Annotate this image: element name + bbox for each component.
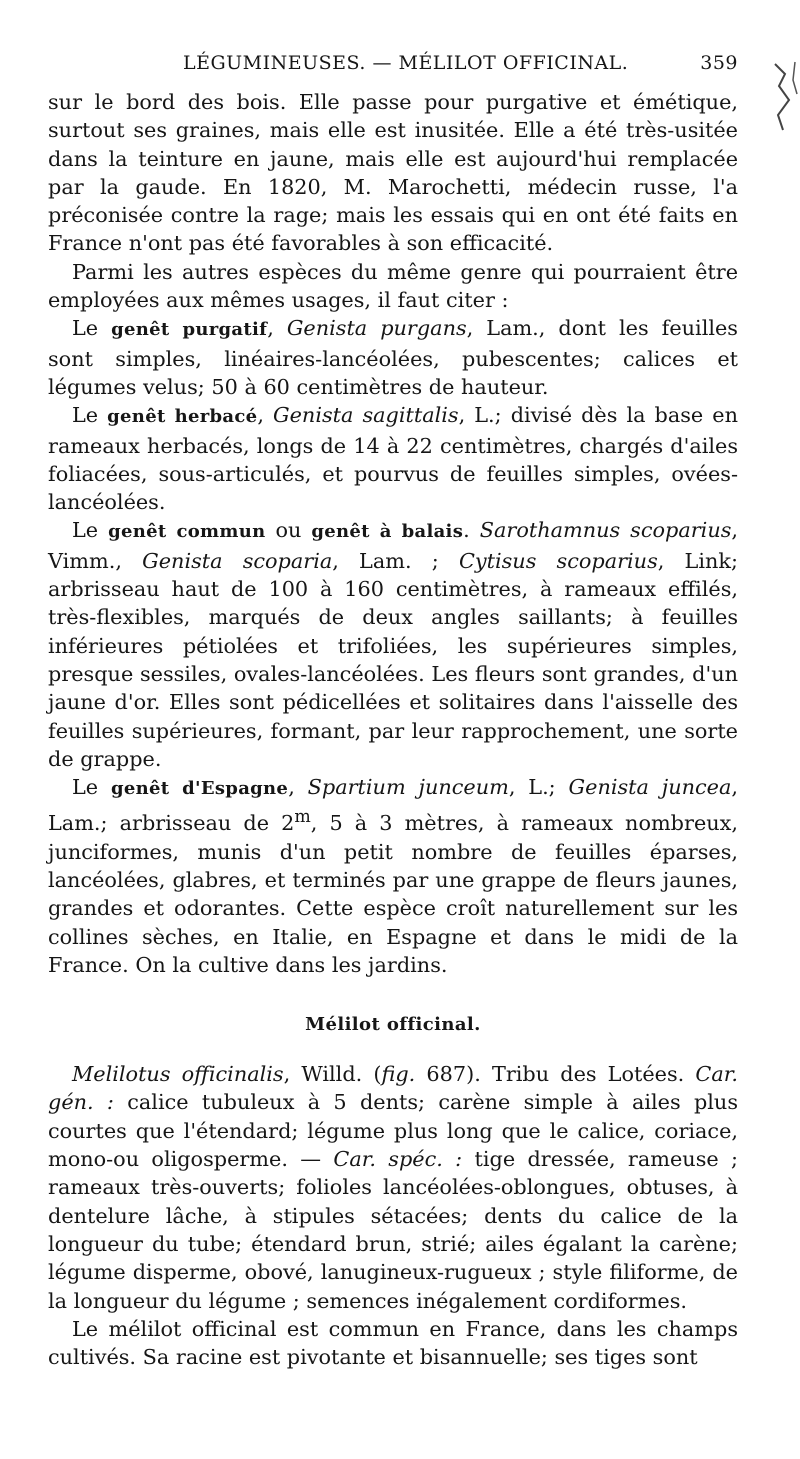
text: , Willd. ( [283, 1062, 382, 1087]
body-text [48, 88, 738, 1371]
text: , [257, 403, 274, 428]
common-name: genêt commun [108, 521, 266, 543]
unit-superscript: m [294, 807, 311, 828]
running-title: LÉGUMINEUSES. — MÉLILOT OFFICINAL. [183, 52, 629, 74]
label-car-gen: Car. gén. : [48, 1062, 738, 1115]
paragraph-1: sur le bord des bois. Elle passe pour purgative et émétique, surtout ses graines, mais elle est inusitée. Elle a été très-usitée dans la teinture en jaune, mais elle est aujourd'hui remplacée par la gaude. En 1820, M. Marochetti, médecin russe, l'a préconisée contre la rage; mais les essais qui en ont été faits en France n'ont pas été favorables à son efficacité. [48, 90, 738, 256]
paragraph-genet-espagne [48, 773, 738, 979]
figure-ref: fig. [381, 1062, 416, 1087]
text: 687). Tribu des Lotées. [415, 1062, 696, 1087]
text: Le [72, 518, 109, 543]
text: tige dressée, rameuse ; rameaux très-ouverts; folioles lancéolées-oblongues, obtuses, à dentelure lâche, à stipules sétacées; dents du calice de la longueur du tube; étendard brun, strié; ailes égalant la carène; légume disperme, obové, lanugineux-rugueux ; style filiforme, de la longueur du légume ; semences inégalement cordiformes. [48, 1147, 739, 1313]
latin-name: Genista sagittalis [273, 403, 459, 428]
text: , [267, 316, 287, 341]
latin-name: Cytisus scoparius [458, 548, 658, 573]
latin-name: Genista purgans [286, 316, 467, 341]
latin-name: Genista scoparia [142, 548, 333, 573]
text: Le [72, 775, 111, 800]
running-head [48, 52, 738, 82]
common-name: genêt purgatif [111, 319, 268, 341]
page-number: 359 [700, 52, 738, 74]
latin-name: Spartium junceum [307, 775, 509, 800]
text: . [463, 518, 480, 543]
label-car-spec: Car. spéc. : [333, 1147, 463, 1172]
text: , Lam., dont les feuilles sont simples, linéaires-lancéolées, pubescentes; calices et légumes velus; 50 à 60 centimètres de hauteur. [48, 316, 738, 399]
paragraph-genet-herbace [48, 401, 738, 516]
paragraph-melilot-description [48, 1060, 738, 1315]
paragraph-2: Parmi les autres espèces du même genre qui pourraient être employées aux mêmes usages, il faut citer : [48, 259, 738, 313]
text: , L.; divisé dès la base en rameaux herbacés, longs de 14 à 22 centimètres, chargés d'ailes foliacées, sous-articulés, et pourvus de feuilles simples, ovées-lancéolées. [48, 403, 738, 515]
section-heading: Mélilot officinal. [305, 1014, 481, 1036]
page-edge-mark [745, 60, 800, 150]
text: calice tubuleux à 5 dents; carène simple à ailes plus courtes que l'étendard; légume plus long que le calice, coriace, mono-ou oligosperme. — [48, 1090, 738, 1172]
text: , Link; arbrisseau haut de 100 à 160 centimètres, à rameaux effilés, très-flexibles, marqués de deux angles saillants; à feuilles inférieures pétiolées et trifoliées, les supérieures simples, presque sessiles, ovales-lancéolées. Les fleurs sont grandes, d'un jaune d'or. Elles sont pédicellées et solitaires dans l'aisselle des feuilles supérieures, formant, par leur rapprochement, une sorte de grappe. [48, 548, 738, 771]
paragraph-melilot-habitat: Le mélilot officinal est commun en France, dans les champs cultivés. Sa racine est pivotante et bisannuelle; ses tiges sont [48, 1316, 738, 1370]
text: , 5 à 3 mètres, à rameaux nombreux, junciformes, munis d'un petit nombre de feuilles éparses, lancéolées, glabres, et terminés par une grappe de fleurs jaunes, grandes et odorantes. Cette espèce croît naturellement sur les collines sèches, en Italie, en Espagne et dans le midi de la France. On la cultive dans les jardins. [48, 811, 738, 977]
text: Le [72, 403, 108, 428]
paragraph-genet-commun [48, 516, 738, 773]
latin-name: Genista juncea [568, 775, 732, 800]
text: , [288, 775, 308, 800]
text: ou [265, 518, 312, 543]
latin-name: Sarothamnus scoparius [479, 518, 732, 543]
text: , L.; [508, 775, 569, 800]
common-name: genêt à balais [311, 521, 464, 543]
latin-name: Melilotus officinalis [72, 1062, 284, 1087]
common-name: genêt d'Espagne [110, 778, 289, 800]
text: , Lam. ; [332, 548, 459, 573]
text: , Vimm., [48, 518, 739, 573]
text: , Lam.; arbrisseau de 2 [48, 775, 738, 836]
paragraph-genet-purgatif [48, 314, 738, 401]
text: Le [72, 316, 112, 341]
common-name: genêt herbacé [107, 406, 258, 428]
